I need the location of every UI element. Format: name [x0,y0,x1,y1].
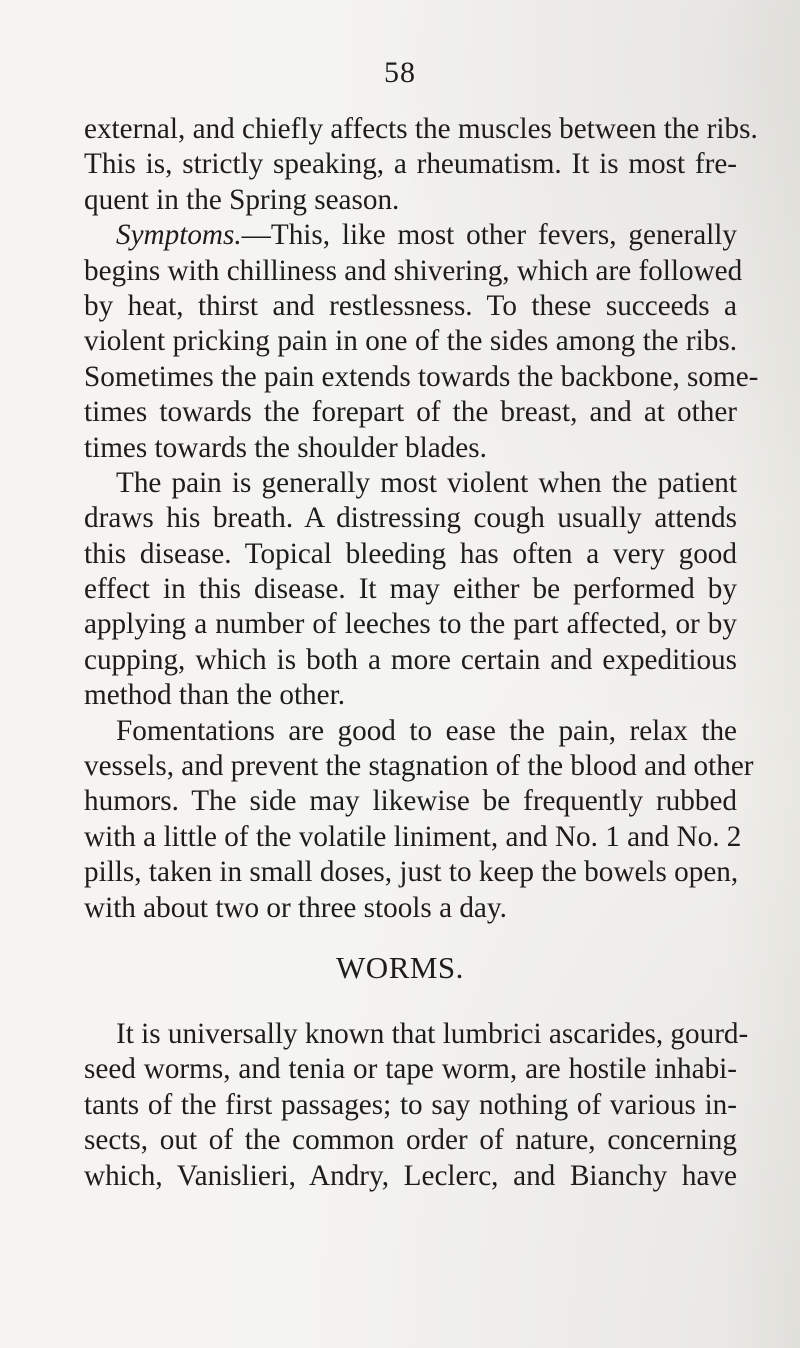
text-line: quent in the Spring season. [84,183,400,216]
text-line: violent pricking pain in one of the sides among the ribs. [84,325,737,358]
text-line: applying a number of leeches to the part affected, or by [84,608,737,641]
text-block-worms [84,1017,749,1194]
text-line: Fomentations are good to ease the pain, relax the [116,714,737,747]
text-line: by heat, thirst and restlessness. To these succeeds a [84,289,737,322]
text-line: sects, out of the common order of nature, concerning [84,1124,737,1157]
text-line: times towards the shoulder blades. [84,431,487,464]
text-line: It is universally known that lumbrici ascarides, gourd- [116,1018,749,1050]
text-line: method than the other. [84,679,346,712]
symptoms-first-line-text: —This, like most other fevers, generally [241,219,737,252]
text-line: times towards the forepart of the breast, and at other [84,396,737,429]
text-line: This is, strictly speaking, a rheumatism. It is most fre- [84,148,737,181]
text-line: external, and chiefly affects the muscles between the ribs. [84,113,758,145]
text-line: vessels, and prevent the stagnation of the blood and other [84,750,754,783]
text-line: The pain is generally most violent when the patient [116,466,737,499]
text-line: tants of the first passages; to say nothing of various in- [84,1088,737,1121]
text-block-pleurisy [84,112,759,926]
text-line: begins with chilliness and shivering, which are followed [84,254,743,287]
page-number: 58 [384,56,416,89]
symptoms-paragraph-first-line [84,218,737,253]
text-line: pills, taken in small doses, just to keep the bowels open, [84,856,739,889]
text-line: effect in this disease. It may either be performed by [84,573,737,606]
text-line: this disease. Topical bleeding has often a very good [84,537,737,570]
text-line: seed worms, and tenia or tape worm, are hostile inhabi- [84,1053,737,1086]
symptoms-label: Symptoms. [116,219,242,252]
text-line: draws his breath. A distressing cough usually attends [84,502,737,535]
text-line: humors. The side may likewise be frequently rubbed [84,785,737,818]
text-line: with a little of the volatile liniment, and No. 1 and No. 2 [84,820,742,853]
text-line: which, Vanislieri, Andry, Leclerc, and Bianchy have [84,1159,737,1192]
text-line: Sometimes the pain extends towards the backbone, some- [84,360,759,393]
text-line: with about two or three stools a day. [84,891,507,924]
section-heading-worms: WORMS. [336,950,464,985]
text-line: cupping, which is both a more certain and expeditious [84,643,737,676]
